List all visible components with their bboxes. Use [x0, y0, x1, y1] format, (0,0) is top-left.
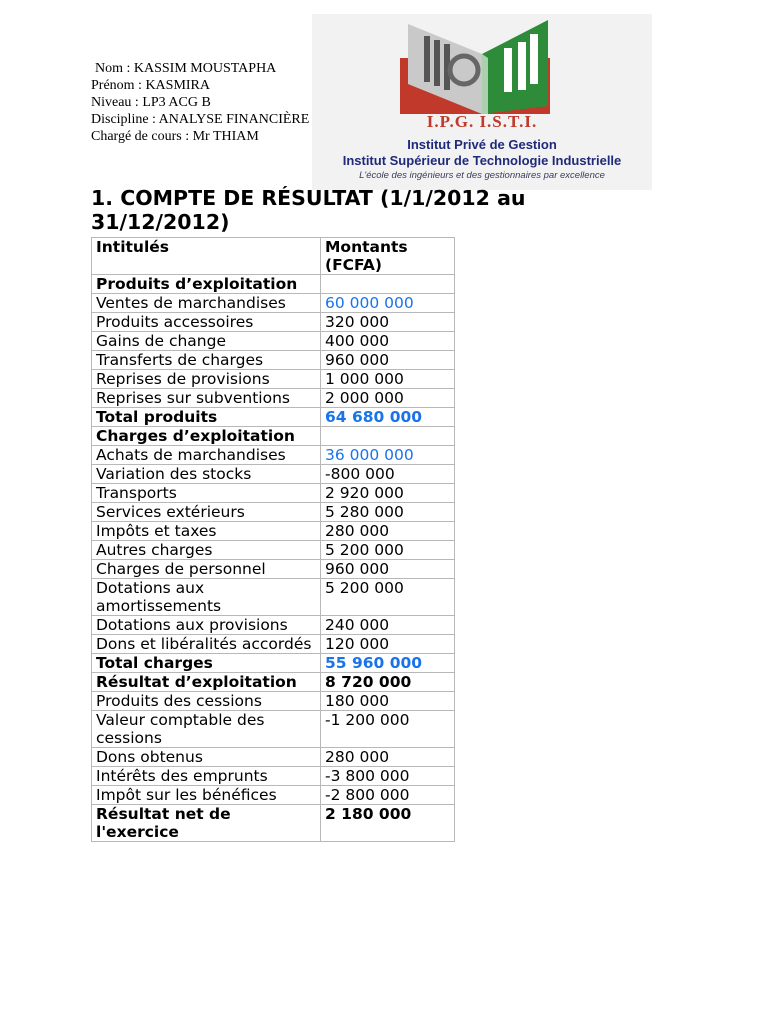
- table-row: [92, 635, 455, 654]
- row-amount: 36 000 000: [321, 446, 455, 465]
- table-row: [92, 332, 455, 351]
- row-amount: 960 000: [321, 351, 455, 370]
- row-label: Dons et libéralités accordés: [92, 635, 321, 654]
- table-row: [92, 560, 455, 579]
- row-amount: 320 000: [321, 313, 455, 332]
- section-heading: 1. COMPTE DE RÉSULTAT (1/1/2012 au 31/12/2012): [91, 186, 526, 234]
- logo-tagline: L'école des ingénieurs et des gestionnaires par excellence: [359, 170, 605, 181]
- table-row: [92, 389, 455, 408]
- table-row: [92, 616, 455, 635]
- row-amount: 280 000: [321, 748, 455, 767]
- header-label: Intitulés: [92, 238, 321, 275]
- row-label: Valeur comptable des cessions: [92, 711, 321, 748]
- row-label: Services extérieurs: [92, 503, 321, 522]
- row-label: Dons obtenus: [92, 748, 321, 767]
- row-label: Transferts de charges: [92, 351, 321, 370]
- table-row: [92, 654, 455, 673]
- table-row: [92, 465, 455, 484]
- row-label: Autres charges: [92, 541, 321, 560]
- row-amount: 60 000 000: [321, 294, 455, 313]
- row-amount: 1 000 000: [321, 370, 455, 389]
- row-label: Achats de marchandises: [92, 446, 321, 465]
- row-label: Impôt sur les bénéfices: [92, 786, 321, 805]
- logo-emblem-icon: [312, 14, 652, 118]
- student-info: [91, 60, 309, 145]
- row-amount: 8 720 000: [321, 673, 455, 692]
- row-label: Ventes de marchandises: [92, 294, 321, 313]
- row-label: Impôts et taxes: [92, 522, 321, 541]
- table-row: [92, 692, 455, 711]
- student-level: Niveau : LP3 ACG B: [91, 95, 211, 110]
- logo-line-1: Institut Privé de Gestion: [407, 137, 557, 152]
- table-row: [92, 786, 455, 805]
- row-label: Dotations aux provisions: [92, 616, 321, 635]
- row-amount: -1 200 000: [321, 711, 455, 748]
- row-label: Dotations aux amortissements: [92, 579, 321, 616]
- row-label: Charges d’exploitation: [92, 427, 321, 446]
- student-firstname: Prénom : KASMIRA: [91, 78, 211, 93]
- table-row: [92, 673, 455, 692]
- table-row: [92, 427, 455, 446]
- row-label: Transports: [92, 484, 321, 503]
- row-amount: -2 800 000: [321, 786, 455, 805]
- row-amount: [321, 275, 455, 294]
- discipline: Discipline : ANALYSE FINANCIÈRE: [91, 112, 310, 127]
- row-amount: 400 000: [321, 332, 455, 351]
- row-label: Variation des stocks: [92, 465, 321, 484]
- table-row: [92, 313, 455, 332]
- table-row: [92, 503, 455, 522]
- row-label: Produits des cessions: [92, 692, 321, 711]
- table-row: [92, 484, 455, 503]
- table-row: [92, 541, 455, 560]
- row-label: Résultat d’exploitation: [92, 673, 321, 692]
- row-amount: -3 800 000: [321, 767, 455, 786]
- table-row: [92, 767, 455, 786]
- row-label: Total charges: [92, 654, 321, 673]
- row-amount: [321, 427, 455, 446]
- row-amount: 2 180 000: [321, 805, 455, 842]
- row-label: Reprises de provisions: [92, 370, 321, 389]
- instructor: Chargé de cours : Mr THIAM: [91, 129, 259, 144]
- row-label: Reprises sur subventions: [92, 389, 321, 408]
- table-row: [92, 275, 455, 294]
- row-label: Produits accessoires: [92, 313, 321, 332]
- table-header-row: [92, 238, 455, 275]
- table-row: [92, 522, 455, 541]
- row-amount: 2 000 000: [321, 389, 455, 408]
- row-label: Gains de change: [92, 332, 321, 351]
- table-row: [92, 370, 455, 389]
- logo-acronym: I.P.G. I.S.T.I.: [426, 112, 538, 131]
- row-amount: 120 000: [321, 635, 455, 654]
- table-row: [92, 351, 455, 370]
- row-amount: 280 000: [321, 522, 455, 541]
- row-amount: -800 000: [321, 465, 455, 484]
- row-amount: 64 680 000: [321, 408, 455, 427]
- row-amount: 180 000: [321, 692, 455, 711]
- row-label: Résultat net de l'exercice: [92, 805, 321, 842]
- row-label: Charges de personnel: [92, 560, 321, 579]
- row-label: Total produits: [92, 408, 321, 427]
- row-amount: 960 000: [321, 560, 455, 579]
- table-row: [92, 711, 455, 748]
- logo-line-2: Institut Supérieur de Technologie Industrielle: [342, 153, 622, 168]
- row-amount: 5 200 000: [321, 579, 455, 616]
- table-row: [92, 446, 455, 465]
- table-row: [92, 408, 455, 427]
- row-amount: 55 960 000: [321, 654, 455, 673]
- header-amount: Montants (FCFA): [321, 238, 455, 275]
- row-label: Intérêts des emprunts: [92, 767, 321, 786]
- table-row: [92, 579, 455, 616]
- school-logo: [312, 14, 652, 190]
- income-statement-table: [91, 237, 455, 842]
- table-row: [92, 294, 455, 313]
- row-amount: 5 280 000: [321, 503, 455, 522]
- row-amount: 240 000: [321, 616, 455, 635]
- student-name: Nom : KASSIM MOUSTAPHA: [95, 61, 277, 76]
- table-row: [92, 805, 455, 842]
- row-label: Produits d’exploitation: [92, 275, 321, 294]
- table-row: [92, 748, 455, 767]
- row-amount: 5 200 000: [321, 541, 455, 560]
- row-amount: 2 920 000: [321, 484, 455, 503]
